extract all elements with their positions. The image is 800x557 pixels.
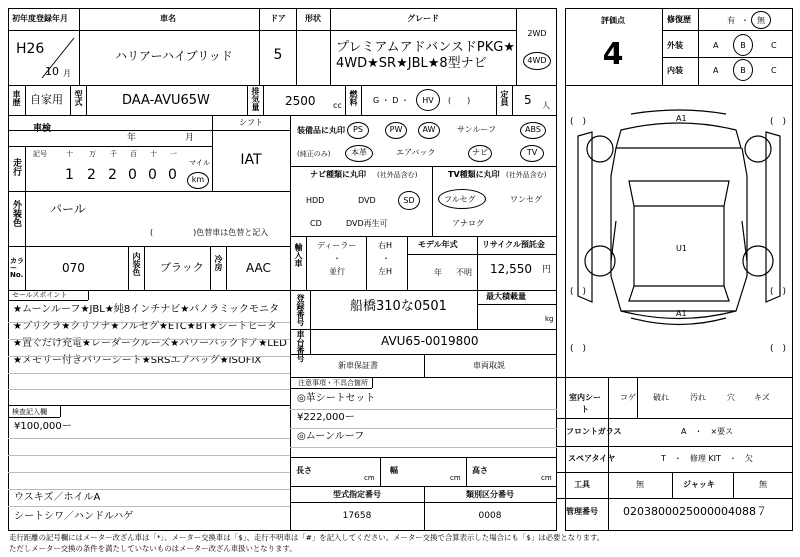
- grade-label: グレード: [407, 14, 439, 23]
- panel-u1: U1: [676, 244, 687, 253]
- sales-line-1: ★ムーンルーフ★JBL★純8インチナビ★パノラミックモニタ: [13, 304, 279, 315]
- recycle-label: リサイクル預託金: [482, 240, 545, 249]
- registration-value: 船橋310な0501: [350, 299, 447, 314]
- door-label: ドア: [270, 14, 286, 23]
- height-cm: cm: [541, 474, 552, 482]
- mileage-symbol-label: 記号: [33, 150, 47, 158]
- equip-pw: PW: [389, 125, 403, 134]
- door-count: 5: [273, 47, 283, 63]
- drive-2wd: 2WD: [527, 29, 547, 38]
- mileage-label: 走行: [11, 158, 21, 176]
- glass-value: A ・ ×要ス: [681, 427, 734, 436]
- drive-4wd: 4WD: [527, 56, 547, 65]
- sheet-opt-5: キズ: [754, 393, 770, 402]
- jack-label: ジャッキ: [683, 480, 715, 489]
- paren-3: ( ): [570, 287, 587, 297]
- ac-label: 冷房: [214, 255, 223, 271]
- glass-label: フロントガラス: [566, 427, 622, 436]
- panel-a1-front: A1: [676, 114, 687, 123]
- width-cm: cm: [450, 474, 461, 482]
- mileage-digit-2: 2: [108, 167, 117, 183]
- reg-month: 10: [45, 65, 59, 78]
- type-cert-value: 17658: [342, 511, 372, 521]
- new-warranty: 新車保証書: [338, 361, 378, 370]
- displacement-label: 排気量: [251, 87, 260, 111]
- tv-analog: アナログ: [452, 219, 484, 228]
- inspector-line-1: ウスキズ／ホイルA: [14, 492, 101, 503]
- inspection-month: 月: [185, 133, 195, 143]
- exterior-c: C: [771, 41, 777, 50]
- navi-note: (社外品含む): [377, 171, 418, 179]
- navi-sd: SD: [403, 196, 415, 205]
- class-label: 類別区分番号: [466, 490, 514, 499]
- interior-color: ブラック: [160, 261, 204, 274]
- sales-line-4: ★メモリー付きパワーシート★SRSエアバッグ★ISOFIX: [13, 355, 262, 366]
- paren-5: ( ): [570, 344, 587, 354]
- car-name: ハリアーハイブリッド: [115, 49, 233, 63]
- repair-sep: ・: [741, 16, 749, 25]
- vehicle-manual: 車両取説: [473, 361, 505, 370]
- hand-dot: ・: [382, 254, 390, 263]
- inspector-value: ¥100,000ー: [14, 421, 72, 432]
- navi-dvd-play: DVD再生可: [346, 219, 388, 228]
- navi-dvd: DVD: [358, 196, 376, 205]
- mileage-digit-4: 0: [148, 167, 157, 183]
- paren-4: ( ): [770, 287, 787, 297]
- length-label: 長さ: [296, 466, 312, 475]
- usage-label: 車歴: [12, 90, 21, 106]
- inspection-year: 年: [127, 133, 137, 143]
- km-label: km: [191, 175, 205, 184]
- fuel-label: 燃料: [349, 90, 358, 106]
- capacity-value: 5: [524, 93, 532, 107]
- class-value: 0008: [478, 511, 502, 521]
- mileage-unit-4: 十: [150, 150, 157, 158]
- model-year-unit: 年: [434, 268, 442, 277]
- repair-no: 無: [757, 16, 765, 25]
- length-cm: cm: [364, 474, 375, 482]
- model-year-unknown: 不明: [456, 268, 472, 277]
- notes-line-2: ¥222,000ー: [297, 412, 355, 423]
- tv-oneseg: ワンセグ: [510, 195, 542, 204]
- color-value: パール: [50, 202, 86, 216]
- tv-note: (社外品含む): [506, 171, 547, 179]
- tools-label: 工具: [574, 480, 590, 489]
- management-label: 管理番号: [566, 507, 598, 516]
- spare-value: T ・ 修理 KIT ・ 欠: [661, 454, 753, 463]
- color-no: 070: [62, 261, 85, 275]
- interior-color-label: 内装色: [132, 252, 141, 276]
- usage-value: 自家用: [30, 93, 63, 106]
- equip-leather: 本革: [351, 148, 367, 157]
- inspector-line-2: シートシワ／ハンドルハゲ: [14, 511, 134, 522]
- car-name-label: 車名: [160, 14, 176, 23]
- interior-sheet-label: 室内シート: [569, 393, 601, 414]
- footer-line-2: ただしメーター交換の条件を満たしていないものはメーター改ざん車扱いとなります。: [9, 544, 297, 553]
- equip-aw: AW: [422, 125, 436, 134]
- color-label: 外装色: [11, 200, 21, 227]
- tv-title: TV種類に丸印: [448, 170, 500, 179]
- import-dealer: ディーラー: [317, 241, 357, 250]
- fuel-hv: HV: [422, 96, 434, 105]
- repair-label: 修復歴: [667, 15, 691, 24]
- cc-unit: cc: [333, 101, 342, 110]
- import-label: 輸入車: [294, 243, 303, 267]
- displacement-value: 2500: [285, 94, 316, 108]
- sales-title: セールスポイント: [12, 291, 68, 299]
- exterior-b: B: [740, 41, 746, 50]
- inspection-label: 車検: [33, 124, 52, 134]
- model-year-label: モデル年式: [418, 240, 458, 249]
- import-parallel: 並行: [329, 267, 345, 276]
- model-value: DAA-AVU65W: [122, 93, 210, 108]
- vehicle-diagram: [566, 86, 792, 376]
- interior-label: 内装: [667, 66, 683, 75]
- fuel-paren: ( ): [448, 96, 471, 105]
- navi-cd: CD: [310, 219, 322, 228]
- recycle-yen: 円: [542, 265, 552, 275]
- repair-yes: 有: [727, 16, 735, 25]
- notes-line-3: ◎ムーンルーフ: [297, 431, 365, 442]
- registration-label: 登録番号: [296, 294, 305, 326]
- equip-airbag: エアバック: [396, 148, 436, 157]
- paren-2: ( ): [770, 117, 787, 127]
- mileage-digit-3: 0: [128, 167, 137, 183]
- left-h: 左H: [378, 267, 393, 276]
- exterior-label: 外装: [667, 41, 683, 50]
- sales-line-2: ★ブリクラ★クリソナ★フルセグ★ETC★BT★シートヒータ: [13, 321, 278, 332]
- first-reg-label: 初年度登録年月: [12, 14, 68, 23]
- spare-label: スペアタイヤ: [568, 454, 616, 463]
- chassis-label: 車台番号: [296, 330, 305, 362]
- grade-line-2: 4WD★SR★JBL★8型ナビ: [336, 56, 487, 71]
- recycle-value: 12,550: [490, 262, 532, 276]
- reg-month-unit: 月: [63, 69, 71, 78]
- color-note: ( )色替車は色替と記入: [150, 228, 269, 237]
- era-year: H26: [16, 41, 45, 57]
- mile-label: マイル: [189, 159, 210, 167]
- grade-line-1: プレミアムアドバンスドPKG★: [336, 40, 516, 55]
- sheet-opt-4: 穴: [727, 393, 735, 402]
- mileage-unit-5: 一: [170, 150, 177, 158]
- notes-title: 注意事項・不具合箇所: [298, 379, 368, 387]
- mileage-digit-0: 1: [65, 167, 74, 183]
- right-h: 右H: [378, 241, 393, 250]
- equipment-title: 装備品に丸印: [297, 126, 345, 135]
- mileage-unit-0: 十: [66, 150, 73, 158]
- main-frame: [8, 8, 557, 531]
- ac-value: AAC: [246, 261, 271, 275]
- height-label: 高さ: [472, 466, 488, 475]
- shape-label: 形状: [305, 14, 321, 23]
- sheet-opt-3: 汚れ: [690, 393, 706, 402]
- mileage-unit-1: 万: [89, 150, 96, 158]
- import-dot: ・: [333, 254, 341, 263]
- paren-6: ( ): [770, 344, 787, 354]
- capacity-unit: 人: [542, 101, 550, 110]
- interior-a: A: [713, 66, 719, 75]
- shift-value: IAT: [240, 152, 262, 168]
- footer-line-1: 走行距離の記号欄にはメーター改ざん車は「*」、メーター交換車は「$」、走行不明車は「#」を記入してください。メーター交換で合算表示した場合にも「$」は必要となります。: [9, 533, 605, 542]
- sales-line-3: ★置ぐだけ充電★レーダークルーズ★パワーバックドア★LED: [13, 338, 287, 349]
- equip-tv: TV: [526, 148, 538, 157]
- max-load-kg: kg: [545, 315, 554, 323]
- equipment-subtitle: (純正のみ): [297, 150, 331, 158]
- equip-abs: ABS: [525, 125, 541, 134]
- panel-a1-rear: A1: [676, 309, 687, 318]
- shift-label: シフト: [239, 118, 263, 127]
- tools-value: 無: [636, 480, 644, 489]
- type-cert-label: 型式指定番号: [333, 490, 381, 499]
- chassis-value: AVU65-0019800: [381, 334, 479, 348]
- capacity-label: 定員: [500, 90, 509, 106]
- sheet-opt-1: コゲ: [620, 393, 636, 402]
- notes-line-1: ◎革シートセット: [297, 393, 376, 404]
- inspector-title: 検査記入欄: [12, 408, 47, 416]
- equip-sunroof: サンルーフ: [457, 125, 496, 134]
- mileage-digit-5: 0: [168, 167, 177, 183]
- score-label: 評価点: [601, 16, 625, 25]
- equip-ps: PS: [353, 125, 363, 134]
- mileage-unit-2: 千: [110, 150, 117, 158]
- navi-title: ナビ種類に丸印: [310, 170, 366, 179]
- mileage-digit-1: 2: [87, 167, 96, 183]
- width-label: 幅: [390, 466, 398, 475]
- sheet-opt-2: 破れ: [653, 393, 669, 402]
- mileage-unit-3: 百: [130, 150, 137, 158]
- model-label: 型式: [74, 90, 83, 106]
- fuel-options: G ・ D ・: [373, 96, 409, 105]
- interior-b: B: [740, 66, 746, 75]
- interior-c: C: [771, 66, 777, 75]
- color-no-label: カラーNo.: [10, 257, 24, 279]
- tv-fullseg: フルセグ: [444, 195, 476, 204]
- exterior-a: A: [713, 41, 719, 50]
- paren-1: ( ): [570, 117, 587, 127]
- equip-navi: ナビ: [472, 148, 488, 157]
- jack-value: 無: [759, 480, 767, 489]
- score-value: 4: [602, 37, 624, 72]
- management-value: 0203800025000004088７: [623, 505, 767, 518]
- navi-hdd: HDD: [306, 196, 325, 205]
- max-load-label: 最大積載量: [486, 292, 526, 301]
